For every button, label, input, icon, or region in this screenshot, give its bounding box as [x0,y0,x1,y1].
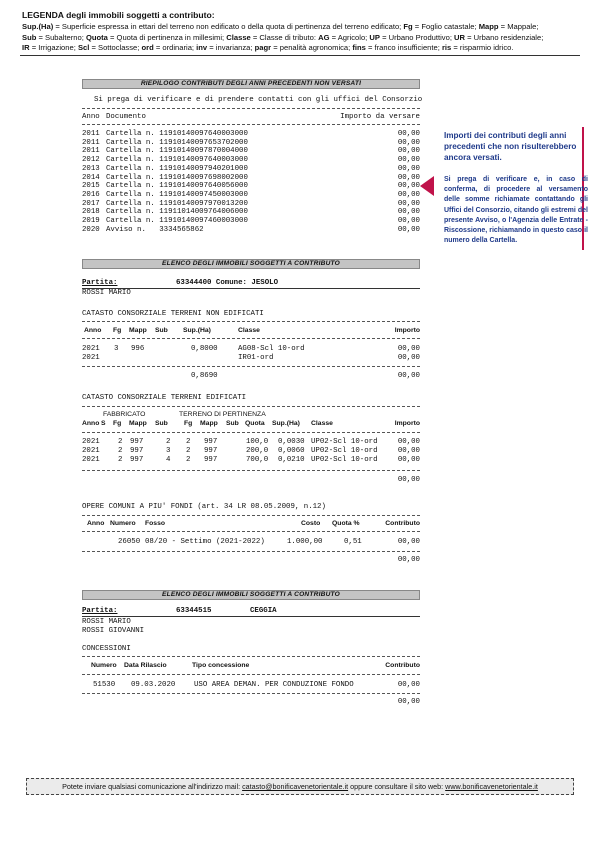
table-row [82,191,420,200]
hdr-mapp2: Mapp [200,420,218,427]
cell-sub: 4 [166,456,171,464]
table-row [82,456,420,465]
hdr-numero: Numero [110,520,136,527]
cell-importo: 00,00 [397,225,420,234]
riepilogo-title: RIEPILOGO CONTRIBUTI DEGLI ANNI PRECEDENTI NON VERSATI [82,79,420,89]
divider [82,616,420,617]
cell-numero: 26050 [118,538,141,546]
cell-fg2: 2 [186,447,191,455]
footer-text: Potete inviare qualsiasi comunicazione all'indirizzo mail: [62,782,243,791]
cell-quota: 200,0 [246,447,269,455]
cell-documento: Cartella n. 11910140097940201000 [106,164,248,173]
cell-anno: 2019 [82,217,100,225]
cell-anno: 2011 [82,138,100,147]
side-note-title: Importi dei contributi degli anni precedenti che non risulterebbero ancora versati. [444,131,577,162]
hdr-data: Data Rilascio [124,662,167,669]
divider [82,288,420,289]
table-row [82,217,420,226]
cell-importo: 00,00 [397,217,420,225]
hdr-mapp: Mapp [129,420,147,427]
cell-quota: 0,51 [344,538,362,546]
cell-documento: Cartella n. 11910140097460003000 [106,217,248,225]
cell-anno: 2013 [82,164,100,173]
non-edificati-title: CATASTO CONSORZIALE TERRENI NON EDIFICATI [82,310,264,318]
partita-label: Partita: [82,279,118,287]
cell-sup: 0,0030 [278,438,305,446]
table-row [82,208,420,217]
cell-classe: UP02-Scl 10-ord [311,456,378,464]
legend-text: Sup.(Ha) = Superficie espressa in ettari del terreno non edificato o della quota di pertinenza del terreno edificato; Fg = Foglio catastale; Mapp = Mappale; Sub = Subalterno; Quota = Quota di pertinenza in millesimi; Classe = Classe di tributo: AG = Agricolo; UP = Urbano Produttivo; UR = Urbano residenziale; IR = Irrigazione; Scl = Sottoclasse; ord = ordinaria; inv = invarianza; pagr = penalità agronomica; fins = franco insufficiente; ris = risparmio idrico. [22,22,544,53]
hdr-anno: Anno [87,520,105,527]
hdr-anno: Anno [82,420,100,427]
divider [82,470,420,471]
cell-mapp2: 997 [204,438,218,446]
cell-costo: 1.000,00 [287,538,323,546]
cell-anno: 2011 [82,130,100,138]
col-documento: Documento [106,113,146,121]
cell-fg2: 2 [186,456,191,464]
hdr-numero: Numero [91,662,117,669]
cell-mapp: 997 [130,447,144,455]
edificati-total: 00,00 [397,476,420,484]
hdr-fg: Fg [113,420,122,427]
table-row [82,165,420,174]
website-link[interactable]: www.bonificavenetorientale.it [445,782,538,791]
divider [82,406,420,407]
divider [82,124,420,125]
cell-documento: Avviso n. 3334565862 [106,225,204,234]
table-row [82,147,420,156]
opere-title: OPERE COMUNI A PIU' FONDI (art. 34 LR 08.05.2009, n.12) [82,503,326,511]
cell-importo: 00,00 [397,147,420,156]
hdr-importo: Importo [394,327,420,334]
cell-data: 09.03.2020 [131,681,176,689]
cell-documento: Cartella n. 11910140097640056000 [106,182,248,191]
cell-documento: Cartella n. 11910140097653702000 [106,138,248,147]
cell-anno: 2012 [82,156,100,165]
hdr-costo: Costo [301,520,321,527]
cell-importo: 00,00 [397,456,420,464]
cell-fg2: 2 [186,438,191,446]
cell-anno: 2021 [82,438,100,446]
cell-anno: 2021 [82,447,100,455]
divider [82,366,420,367]
cell-anno: 2017 [82,199,100,208]
cell-mapp2: 997 [204,447,218,455]
hdr-classe: Classe [311,420,333,427]
table-row [82,447,420,456]
cell-anno: 2021 [82,354,100,362]
hdr-fosso: Fosso [145,520,166,527]
cell-anno: 2021 [82,345,100,353]
cell-importo: 00,00 [397,130,420,138]
elenco-title: ELENCO DEGLI IMMOBILI SOGGETTI A CONTRIBUTO [82,590,420,600]
divider [82,515,420,516]
table-row [82,156,420,165]
table-row [82,139,420,148]
col-anno: Anno [82,113,100,121]
divider [82,693,420,694]
cell-fg: 2 [118,438,123,446]
cell-anno: 2016 [82,190,100,199]
table-row [82,226,420,235]
cell-fg: 2 [118,456,123,464]
cell-numero: 51530 [93,681,116,689]
cell-importo: 00,00 [397,138,420,147]
concessioni-total: 00,00 [397,698,420,706]
divider [82,108,420,109]
cell-anno: 2021 [82,456,100,464]
hdr-importo: Importo [394,420,420,427]
hdr-sub2: Sub [226,420,239,427]
hdr-tipo: Tipo concessione [192,662,250,669]
owner-name: ROSSI GIOVANNI [82,627,145,635]
cell-mapp: 997 [130,456,144,464]
hdr-fg: Fg [113,327,122,334]
divider [82,674,420,675]
cell-documento: Cartella n. 11910140097640003000 [106,130,248,138]
riepilogo-intro: Si prega di verificare e di prendere contatti con gli uffici del Consorzio [94,96,423,104]
table-row [82,538,420,547]
hdr-contributo: Contributo [385,520,420,527]
cell-sub: 3 [166,447,171,455]
cell-importo: 00,00 [397,438,420,446]
cell-documento: Cartella n. 11910140097450003000 [106,190,248,199]
partita-label: Partita: [82,607,118,615]
cell-importo: 00,00 [397,447,420,455]
cell-sup: 0,0210 [278,456,305,464]
cell-sup: 0,8000 [191,345,218,353]
cell-fg: 2 [118,447,123,455]
cell-anno: 2014 [82,173,100,182]
group-terreno: TERRENO DI PERTINENZA [179,411,266,418]
cell-sub: 2 [166,438,171,446]
cell-documento: Cartella n. 11911014009764006000 [106,208,248,217]
owner-name: ROSSI MARIO [82,618,131,626]
cell-classe: UP02-Scl 10-ord [311,438,378,446]
cell-documento: Cartella n. 11910140097640003000 [106,156,248,165]
hdr-sup: Sup.(Ha) [272,420,300,427]
partita-value: 63344515 [176,607,212,615]
hdr-quota: Quota % [332,520,360,527]
cell-tipo: USO AREA DEMAN. PER CONDUZIONE FONDO [194,681,354,689]
arrow-left-icon [420,176,434,196]
cell-contributo: 00,00 [397,538,420,546]
cell-documento: Cartella n. 11910140097870004000 [106,147,248,156]
cell-importo: 00,00 [397,190,420,199]
cell-importo: 00,00 [397,354,420,362]
divider [82,531,420,532]
partita-value: 63344400 Comune: JESOLO [176,279,279,287]
table-row [82,345,420,354]
hdr-s: S [101,420,106,427]
cell-documento: Cartella n. 11910140097970013200 [106,199,248,208]
cell-importo: 00,00 [397,345,420,353]
table-row [82,681,420,690]
cell-mapp2: 997 [204,456,218,464]
table-row [82,354,420,363]
cell-contributo: 00,00 [397,681,420,689]
table-row [82,182,420,191]
hdr-sub: Sub [155,420,168,427]
cell-importo: 00,00 [397,173,420,182]
cell-importo: 00,00 [397,208,420,217]
cell-classe: AG08-Scl 10-ord [238,345,305,353]
cell-mapp: 997 [130,438,144,446]
divider [82,338,420,339]
col-importo: Importo da versare [340,113,420,121]
cell-importo: 00,00 [397,199,420,208]
footer-text: oppure consultare il sito web: [348,782,446,791]
group-fabbricato: FABBRICATO [103,411,146,418]
cell-classe: IR01-ord [238,354,274,362]
cell-importo: 00,00 [397,164,420,173]
edificati-title: CATASTO CONSORZIALE TERRENI EDIFICATI [82,394,247,402]
table-row [82,200,420,209]
table-row [82,130,420,139]
hdr-sub: Sub [155,327,168,334]
cell-anno: 2015 [82,182,100,191]
cell-mapp: 996 [131,345,145,353]
divider [82,656,420,657]
elenco-title: ELENCO DEGLI IMMOBILI SOGGETTI A CONTRIBUTO [82,259,420,269]
hdr-classe: Classe [238,327,260,334]
cell-anno: 2020 [82,225,100,234]
email-link[interactable]: catasto@bonificavenetorientale.it [242,782,349,791]
cell-quota: 100,0 [246,438,269,446]
comune-value: CEGGIA [250,607,277,615]
cell-fosso: 08/20 - Settimo (2021-2022) [145,538,265,546]
divider [82,551,420,552]
hdr-anno: Anno [84,327,102,334]
table-row [82,438,420,447]
cell-fg: 3 [114,345,119,353]
cell-importo: 00,00 [397,156,420,165]
cell-quota: 700,0 [246,456,269,464]
hdr-mapp: Mapp [129,327,147,334]
legend-divider [20,55,580,56]
owner-name: ROSSI MARIO [82,289,131,297]
hdr-contributo: Contributo [385,662,420,669]
legend-title: LEGENDA degli immobili soggetti a contributo: [22,10,215,20]
concessioni-title: CONCESSIONI [82,645,131,653]
cell-sup: 0,0060 [278,447,305,455]
hdr-quota: Quota [245,420,265,427]
opere-total: 00,00 [397,556,420,564]
divider [82,321,420,322]
cell-importo: 00,00 [397,182,420,191]
cell-anno: 2018 [82,208,100,217]
table-row [82,174,420,183]
total-importo: 00,00 [397,372,420,380]
hdr-fg2: Fg [184,420,193,427]
total-sup: 0,8690 [191,372,218,380]
footer [26,778,574,795]
cell-classe: UP02-Scl 10-ord [311,447,378,455]
cell-documento: Cartella n. 11910140097698002000 [106,173,248,182]
cell-anno: 2011 [82,147,100,156]
divider [82,432,420,433]
side-note-text: Si prega di verificare e, in caso di conferma, di procedere al versamento delle somme richiamate contattando gli Uffici del Consorzio, citando gli estremi del presente Avviso, o l'Agenzia delle Entrate - Riscossione, richiamando in questo caso il numero della Cartella. [444,176,588,245]
hdr-sup: Sup.(Ha) [183,327,211,334]
